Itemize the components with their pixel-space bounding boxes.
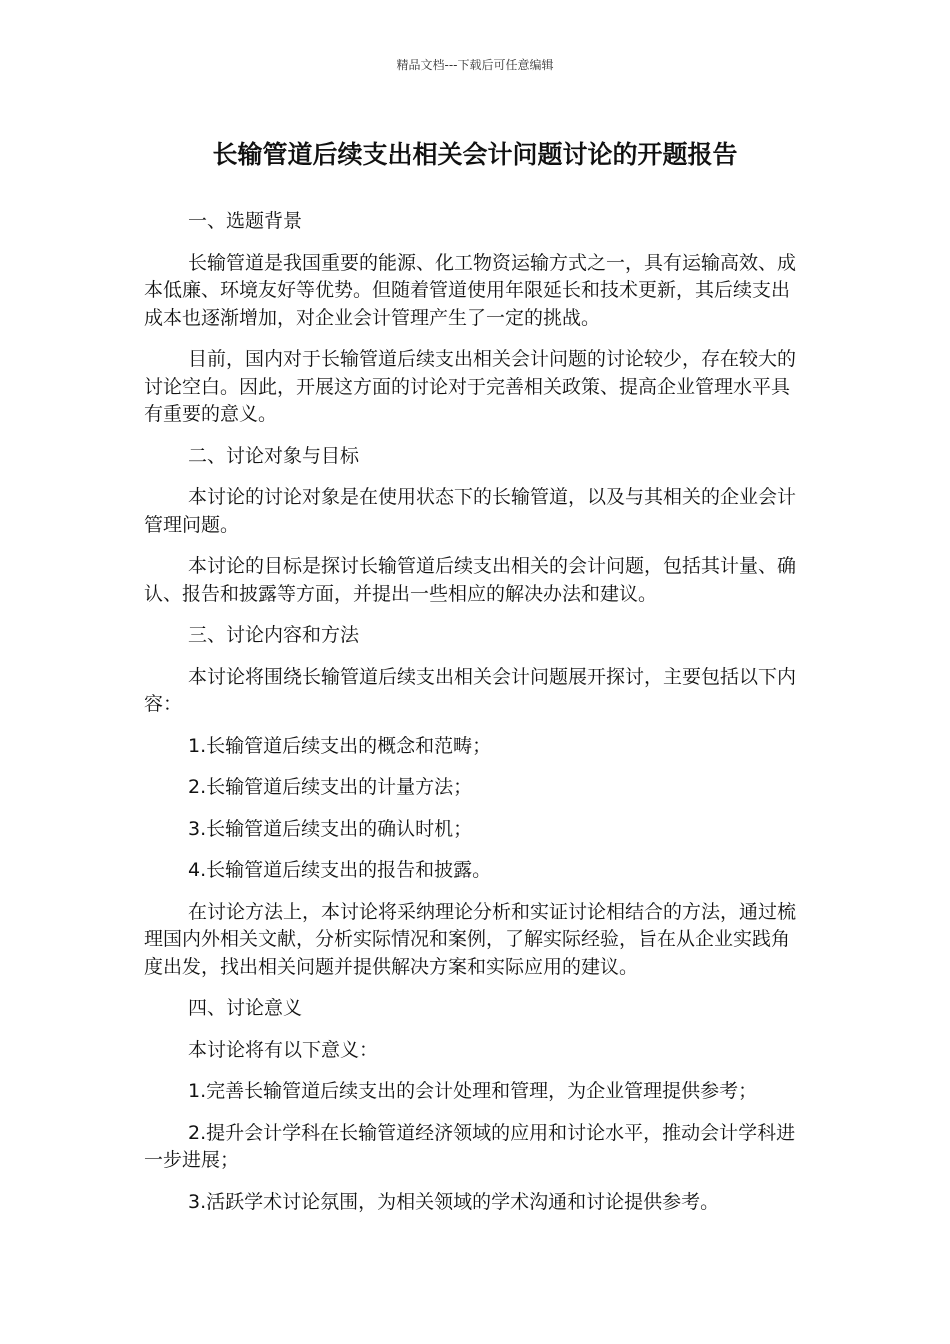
- section-heading-significance: 四、讨论意义: [188, 997, 303, 1019]
- list-item-content-3: 3.长输管道后续支出的确认时机；: [188, 817, 473, 840]
- list-item-content-4: 4.长输管道后续支出的报告和披露。: [188, 859, 492, 881]
- list-item-content-1: 1.长输管道后续支出的概念和范畴；: [188, 734, 492, 757]
- list-item-significance-1: 1.完善长输管道后续支出的会计处理和管理，为企业管理提供参考；: [188, 1080, 758, 1102]
- paragraph-methods: 在讨论方法上，本讨论将采纳理论分析和实证讨论相结合的方法，通过梳理国内外相关文献，分析实际情况和案例，了解实际经验，旨在从企业实践角度出发，找出相关问题并提供解决方案和实际应用的建议。: [144, 900, 797, 978]
- list-item-content-2: 2.长输管道后续支出的计量方法；: [188, 776, 473, 798]
- paragraph-significance-intro: 本讨论将有以下意义：: [188, 1038, 379, 1061]
- section-heading-background: 一、选题背景: [188, 210, 303, 232]
- document-title: 长输管道后续支出相关会计问题讨论的开题报告: [212, 140, 738, 169]
- list-item-significance-2: 2.提升会计学科在长输管道经济领域的应用和讨论水平，推动会计学科进一步进展；: [144, 1121, 796, 1171]
- paragraph-objects: 本讨论的讨论对象是在使用状态下的长输管道，以及与其相关的企业会计管理问题。: [144, 486, 797, 536]
- document-body: [144, 208, 806, 1230]
- paragraph-goals: 本讨论的目标是探讨长输管道后续支出相关的会计问题，包括其计量、确认、报告和披露等方面，并提出一些相应的解决办法和建议。: [144, 555, 797, 605]
- list-item-significance-3: 3.活跃学术讨论氛围，为相关领域的学术沟通和讨论提供参考。: [188, 1190, 720, 1213]
- header-note: 精品文档---下载后可任意编辑: [396, 58, 554, 72]
- paragraph-background-2: 目前，国内对于长输管道后续支出相关会计问题的讨论较少，存在较大的讨论空白。因此，开展这方面的讨论对于完善相关政策、提高企业管理水平具有重要的意义。: [144, 348, 797, 425]
- section-heading-content-methods: 三、讨论内容和方法: [188, 624, 360, 646]
- section-heading-objects-goals: 二、讨论对象与目标: [188, 444, 360, 467]
- paragraph-background-1: 长输管道是我国重要的能源、化工物资运输方式之一，具有运输高效、成本低廉、环境友好等优势。但随着管道使用年限延长和技术更新，其后续支出成本也逐渐增加，对企业会计管理产生了一定的挑战。: [144, 251, 797, 329]
- paragraph-content-intro: 本讨论将围绕长输管道后续支出相关会计问题展开探讨，主要包括以下内容：: [144, 665, 797, 715]
